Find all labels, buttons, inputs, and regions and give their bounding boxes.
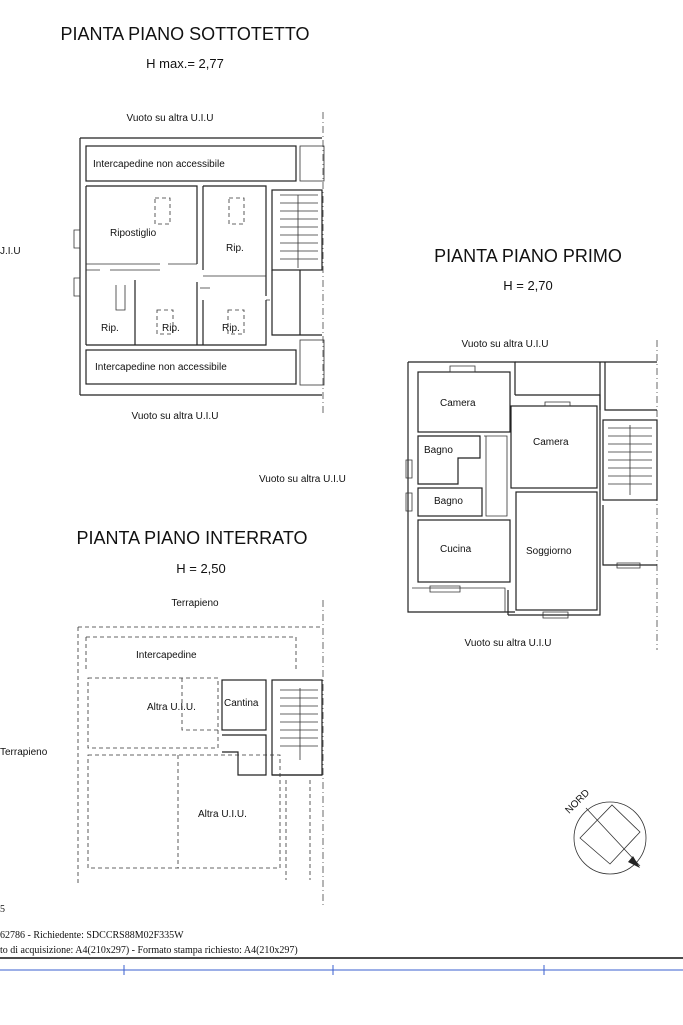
primo-room-bagno-1	[418, 436, 480, 484]
primo-height: H = 2,70	[503, 278, 553, 293]
primo-label-bagno-2: Bagno	[434, 496, 463, 507]
interrato-boundary	[78, 627, 322, 885]
sottotetto-height: H max.= 2,77	[146, 56, 224, 71]
interrato-room-altra-uiu-2	[88, 755, 280, 868]
primo-title: PIANTA PIANO PRIMO	[434, 246, 622, 266]
sottotetto-title: PIANTA PIANO SOTTOTETTO	[60, 24, 310, 44]
sottotetto-label-intercapedine-top: Intercapedine non accessibile	[93, 159, 225, 170]
sottotetto-label-rip-3: Rip.	[222, 323, 240, 334]
interrato-label-altra-uiu-2: Altra U.I.U.	[198, 809, 247, 820]
compass-label: NORD	[563, 787, 593, 817]
footer	[0, 904, 683, 975]
primo-top-note: Vuoto su altra U.I.U	[461, 339, 549, 350]
compass-arrow-icon	[628, 856, 640, 868]
sottotetto-label-rip-2: Rip.	[162, 323, 180, 334]
plan-sottotetto	[0, 24, 324, 422]
interrato-label-cantina: Cantina	[224, 698, 259, 709]
primo-bottom-note: Vuoto su altra U.I.U	[464, 638, 552, 649]
footer-corner-mark: 5	[0, 904, 5, 915]
primo-label-cucina: Cucina	[440, 544, 472, 555]
primo-label-bagno-1: Bagno	[424, 445, 453, 456]
plan-interrato	[0, 528, 323, 905]
interrato-height: H = 2,50	[176, 561, 226, 576]
sottotetto-windows	[74, 230, 80, 296]
primo-label-camera-left: Camera	[440, 398, 476, 409]
interrato-top-note: Terrapieno	[171, 598, 219, 609]
primo-left-note: Vuoto su altra U.I.U	[259, 474, 346, 485]
sottotetto-label-rip-1: Rip.	[101, 323, 119, 334]
sottotetto-stairs	[272, 190, 322, 270]
plan-primo	[259, 246, 657, 650]
interrato-stairs	[272, 680, 322, 775]
north-compass	[564, 788, 646, 874]
primo-label-camera-right: Camera	[533, 437, 569, 448]
sottotetto-label-intercapedine-bottom: Intercapedine non accessibile	[95, 362, 227, 373]
sottotetto-ripostiglio-walls	[86, 186, 266, 345]
interrato-title: PIANTA PIANO INTERRATO	[76, 528, 308, 548]
sottotetto-label-ripostiglio: Ripostiglio	[110, 228, 157, 239]
sottotetto-top-note: Vuoto su altra U.I.U	[126, 113, 214, 124]
sottotetto-bottom-note: Vuoto su altra U.I.U	[131, 411, 219, 422]
footer-line-1: 62786 - Richiedente: SDCCRS88M02F335W	[0, 930, 184, 941]
interrato-label-altra-uiu-1: Altra U.I.U.	[147, 702, 196, 713]
footer-line-2: to di acquisizione: A4(210x297) - Formato stampa richiesto: A4(210x297)	[0, 945, 298, 956]
primo-label-soggiorno: Soggiorno	[526, 546, 572, 557]
interrato-left-note: Terrapieno	[0, 747, 48, 758]
sottotetto-label-rip-right: Rip.	[226, 243, 244, 254]
interrato-room-altra-uiu-1	[88, 678, 218, 748]
interrato-label-intercapedine: Intercapedine	[136, 650, 197, 661]
sottotetto-outer-wall	[80, 138, 322, 395]
sottotetto-left-note: J.I.U	[0, 246, 21, 257]
